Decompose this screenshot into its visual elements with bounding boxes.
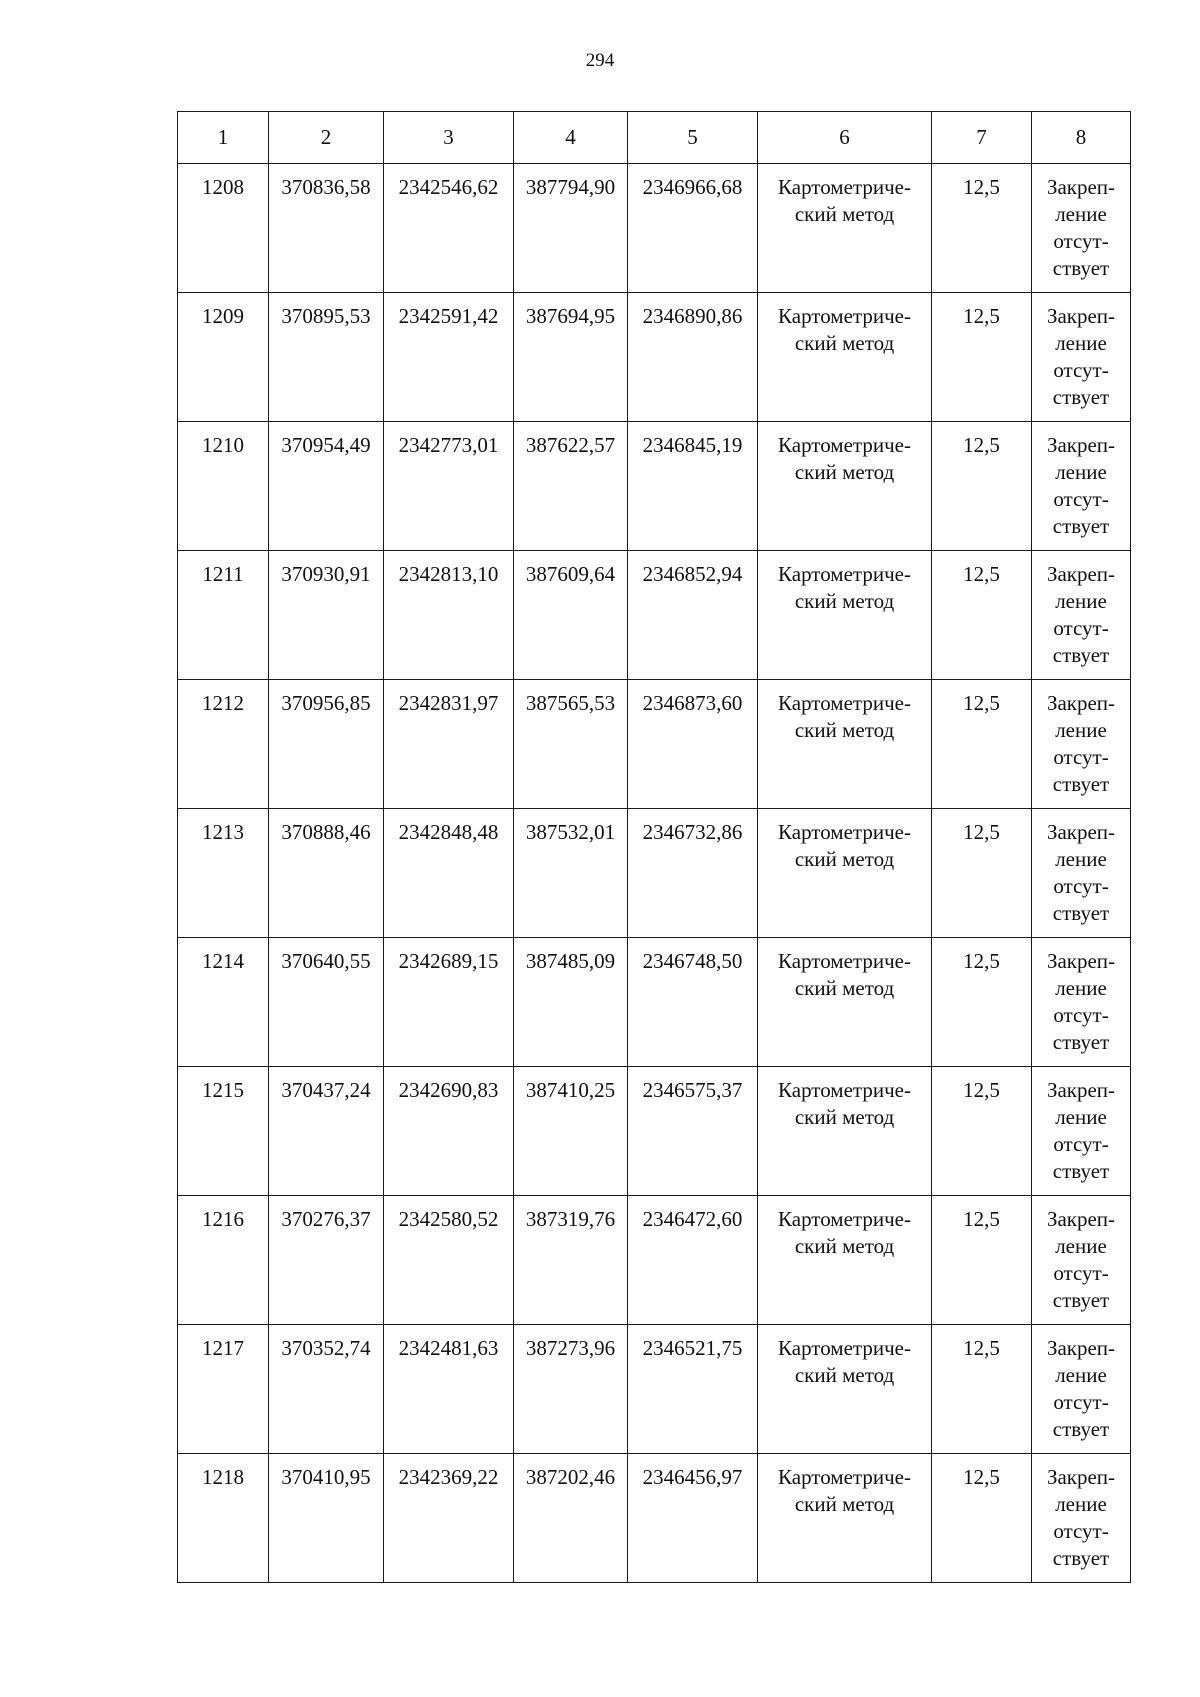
table-row <box>178 422 1131 551</box>
coord-y1-cell: 2342813,10 <box>384 551 514 680</box>
method-cell <box>758 809 932 938</box>
table-row <box>178 938 1131 1067</box>
fixing-cell <box>1032 1325 1131 1454</box>
fixing-line: ствует <box>1052 385 1110 409</box>
fixing-cell <box>1032 938 1131 1067</box>
method-line: ский метод <box>794 847 895 871</box>
table-row <box>178 293 1131 422</box>
coord-x1-cell: 370956,85 <box>269 680 384 809</box>
fixing-line: отсут- <box>1053 874 1109 898</box>
fixing-cell <box>1032 551 1131 680</box>
fixing-line: ление <box>1055 1492 1107 1516</box>
method-cell <box>758 1067 932 1196</box>
column-header: 2 <box>269 112 384 164</box>
coord-x1-cell: 370276,37 <box>269 1196 384 1325</box>
fixing-cell <box>1032 1454 1131 1583</box>
accuracy-cell: 12,5 <box>932 938 1032 1067</box>
coord-y2-cell: 2346748,50 <box>628 938 758 1067</box>
coord-x2-cell: 387694,95 <box>514 293 628 422</box>
method-cell <box>758 680 932 809</box>
method-line: Картометриче- <box>778 433 911 457</box>
method-line: Картометриче- <box>778 562 911 586</box>
fixing-line: ление <box>1055 976 1107 1000</box>
coord-y1-cell: 2342831,97 <box>384 680 514 809</box>
coord-y1-cell: 2342481,63 <box>384 1325 514 1454</box>
method-line: Картометриче- <box>778 175 911 199</box>
column-header: 6 <box>758 112 932 164</box>
table-body <box>178 164 1131 1583</box>
fixing-line: ствует <box>1052 901 1110 925</box>
coord-x1-cell: 370410,95 <box>269 1454 384 1583</box>
fixing-line: Закреп- <box>1046 175 1116 199</box>
fixing-cell <box>1032 809 1131 938</box>
fixing-line: Закреп- <box>1046 1336 1116 1360</box>
fixing-cell <box>1032 1196 1131 1325</box>
coord-y1-cell: 2342773,01 <box>384 422 514 551</box>
method-line: Картометриче- <box>778 1465 911 1489</box>
fixing-line: ление <box>1055 718 1107 742</box>
coord-y1-cell: 2342591,42 <box>384 293 514 422</box>
fixing-line: ствует <box>1052 772 1110 796</box>
coord-x2-cell: 387319,76 <box>514 1196 628 1325</box>
accuracy-cell: 12,5 <box>932 422 1032 551</box>
fixing-cell <box>1032 422 1131 551</box>
method-cell <box>758 938 932 1067</box>
method-cell <box>758 1325 932 1454</box>
accuracy-cell: 12,5 <box>932 680 1032 809</box>
fixing-line: Закреп- <box>1046 949 1116 973</box>
coord-x1-cell: 370640,55 <box>269 938 384 1067</box>
table-row <box>178 1067 1131 1196</box>
table-row <box>178 680 1131 809</box>
table-row <box>178 1325 1131 1454</box>
method-line: Картометриче- <box>778 1078 911 1102</box>
method-line: Картометриче- <box>778 949 911 973</box>
fixing-line: отсут- <box>1053 1132 1109 1156</box>
fixing-line: ствует <box>1052 1030 1110 1054</box>
table-row <box>178 1454 1131 1583</box>
fixing-line: ствует <box>1052 1546 1110 1570</box>
fixing-line: Закреп- <box>1046 1207 1116 1231</box>
coord-x2-cell: 387794,90 <box>514 164 628 293</box>
fixing-line: ление <box>1055 1234 1107 1258</box>
method-line: ский метод <box>794 331 895 355</box>
method-line: Картометриче- <box>778 820 911 844</box>
method-line: ский метод <box>794 1234 895 1258</box>
coord-x2-cell: 387622,57 <box>514 422 628 551</box>
fixing-line: отсут- <box>1053 487 1109 511</box>
fixing-line: Закреп- <box>1046 562 1116 586</box>
coord-y2-cell: 2346521,75 <box>628 1325 758 1454</box>
fixing-line: Закреп- <box>1046 1078 1116 1102</box>
page-number: 294 <box>585 50 615 71</box>
coord-y2-cell: 2346575,37 <box>628 1067 758 1196</box>
column-header: 3 <box>384 112 514 164</box>
fixing-line: отсут- <box>1053 616 1109 640</box>
table-row <box>178 164 1131 293</box>
method-line: Картометриче- <box>778 1336 911 1360</box>
coord-y2-cell: 2346456,97 <box>628 1454 758 1583</box>
coord-y2-cell: 2346852,94 <box>628 551 758 680</box>
fixing-line: отсут- <box>1053 1519 1109 1543</box>
method-line: ский метод <box>794 460 895 484</box>
method-line: ский метод <box>794 976 895 1000</box>
fixing-line: отсут- <box>1053 358 1109 382</box>
coord-y1-cell: 2342689,15 <box>384 938 514 1067</box>
coord-x2-cell: 387410,25 <box>514 1067 628 1196</box>
method-line: ский метод <box>794 1492 895 1516</box>
fixing-line: ление <box>1055 460 1107 484</box>
fixing-line: отсут- <box>1053 1390 1109 1414</box>
fixing-line: ствует <box>1052 1417 1110 1441</box>
point-number-cell: 1211 <box>178 551 269 680</box>
coord-y2-cell: 2346873,60 <box>628 680 758 809</box>
method-cell <box>758 164 932 293</box>
column-header: 4 <box>514 112 628 164</box>
coord-y2-cell: 2346966,68 <box>628 164 758 293</box>
fixing-line: Закреп- <box>1046 820 1116 844</box>
fixing-line: Закреп- <box>1046 691 1116 715</box>
accuracy-cell: 12,5 <box>932 1454 1032 1583</box>
coord-x2-cell: 387532,01 <box>514 809 628 938</box>
method-cell <box>758 293 932 422</box>
method-line: ский метод <box>794 718 895 742</box>
coord-x2-cell: 387609,64 <box>514 551 628 680</box>
point-number-cell: 1210 <box>178 422 269 551</box>
coord-x2-cell: 387565,53 <box>514 680 628 809</box>
point-number-cell: 1217 <box>178 1325 269 1454</box>
table-row <box>178 1196 1131 1325</box>
column-header: 7 <box>932 112 1032 164</box>
coord-x2-cell: 387273,96 <box>514 1325 628 1454</box>
fixing-line: отсут- <box>1053 745 1109 769</box>
accuracy-cell: 12,5 <box>932 164 1032 293</box>
fixing-line: отсут- <box>1053 229 1109 253</box>
accuracy-cell: 12,5 <box>932 1325 1032 1454</box>
coord-y1-cell: 2342580,52 <box>384 1196 514 1325</box>
fixing-cell <box>1032 293 1131 422</box>
fixing-line: ствует <box>1052 1159 1110 1183</box>
accuracy-cell: 12,5 <box>932 551 1032 680</box>
coord-x1-cell: 370437,24 <box>269 1067 384 1196</box>
coord-y1-cell: 2342848,48 <box>384 809 514 938</box>
header-row <box>178 112 1131 164</box>
fixing-line: ствует <box>1052 643 1110 667</box>
method-cell <box>758 422 932 551</box>
table-row <box>178 809 1131 938</box>
coord-x1-cell: 370930,91 <box>269 551 384 680</box>
point-number-cell: 1208 <box>178 164 269 293</box>
point-number-cell: 1209 <box>178 293 269 422</box>
coord-x1-cell: 370888,46 <box>269 809 384 938</box>
coord-x1-cell: 370352,74 <box>269 1325 384 1454</box>
fixing-line: ление <box>1055 1105 1107 1129</box>
fixing-line: ствует <box>1052 514 1110 538</box>
fixing-line: отсут- <box>1053 1261 1109 1285</box>
coord-x1-cell: 370836,58 <box>269 164 384 293</box>
fixing-line: ствует <box>1052 1288 1110 1312</box>
fixing-line: ление <box>1055 331 1107 355</box>
fixing-line: ствует <box>1052 256 1110 280</box>
fixing-cell <box>1032 680 1131 809</box>
coord-x2-cell: 387202,46 <box>514 1454 628 1583</box>
method-line: ский метод <box>794 589 895 613</box>
fixing-cell <box>1032 164 1131 293</box>
coord-x1-cell: 370954,49 <box>269 422 384 551</box>
method-line: ский метод <box>794 1363 895 1387</box>
coord-y2-cell: 2346472,60 <box>628 1196 758 1325</box>
coord-x1-cell: 370895,53 <box>269 293 384 422</box>
coord-y1-cell: 2342369,22 <box>384 1454 514 1583</box>
coord-y1-cell: 2342690,83 <box>384 1067 514 1196</box>
fixing-line: отсут- <box>1053 1003 1109 1027</box>
accuracy-cell: 12,5 <box>932 1067 1032 1196</box>
column-header: 8 <box>1032 112 1131 164</box>
fixing-line: Закреп- <box>1046 433 1116 457</box>
coord-y2-cell: 2346890,86 <box>628 293 758 422</box>
method-line: Картометриче- <box>778 304 911 328</box>
method-line: Картометриче- <box>778 691 911 715</box>
fixing-line: Закреп- <box>1046 304 1116 328</box>
fixing-line: ление <box>1055 589 1107 613</box>
method-line: ский метод <box>794 1105 895 1129</box>
point-number-cell: 1212 <box>178 680 269 809</box>
method-cell <box>758 1196 932 1325</box>
fixing-cell <box>1032 1067 1131 1196</box>
coord-y1-cell: 2342546,62 <box>384 164 514 293</box>
accuracy-cell: 12,5 <box>932 1196 1032 1325</box>
table-row <box>178 551 1131 680</box>
coord-x2-cell: 387485,09 <box>514 938 628 1067</box>
table-header <box>178 112 1131 164</box>
fixing-line: ление <box>1055 202 1107 226</box>
coord-y2-cell: 2346732,86 <box>628 809 758 938</box>
coord-y2-cell: 2346845,19 <box>628 422 758 551</box>
point-number-cell: 1214 <box>178 938 269 1067</box>
accuracy-cell: 12,5 <box>932 809 1032 938</box>
fixing-line: Закреп- <box>1046 1465 1116 1489</box>
method-cell <box>758 1454 932 1583</box>
accuracy-cell: 12,5 <box>932 293 1032 422</box>
point-number-cell: 1218 <box>178 1454 269 1583</box>
fixing-line: ление <box>1055 847 1107 871</box>
method-line: ский метод <box>794 202 895 226</box>
point-number-cell: 1216 <box>178 1196 269 1325</box>
column-header: 5 <box>628 112 758 164</box>
method-cell <box>758 551 932 680</box>
point-number-cell: 1213 <box>178 809 269 938</box>
method-line: Картометриче- <box>778 1207 911 1231</box>
fixing-line: ление <box>1055 1363 1107 1387</box>
coordinates-table <box>177 111 1131 1583</box>
point-number-cell: 1215 <box>178 1067 269 1196</box>
column-header: 1 <box>178 112 269 164</box>
